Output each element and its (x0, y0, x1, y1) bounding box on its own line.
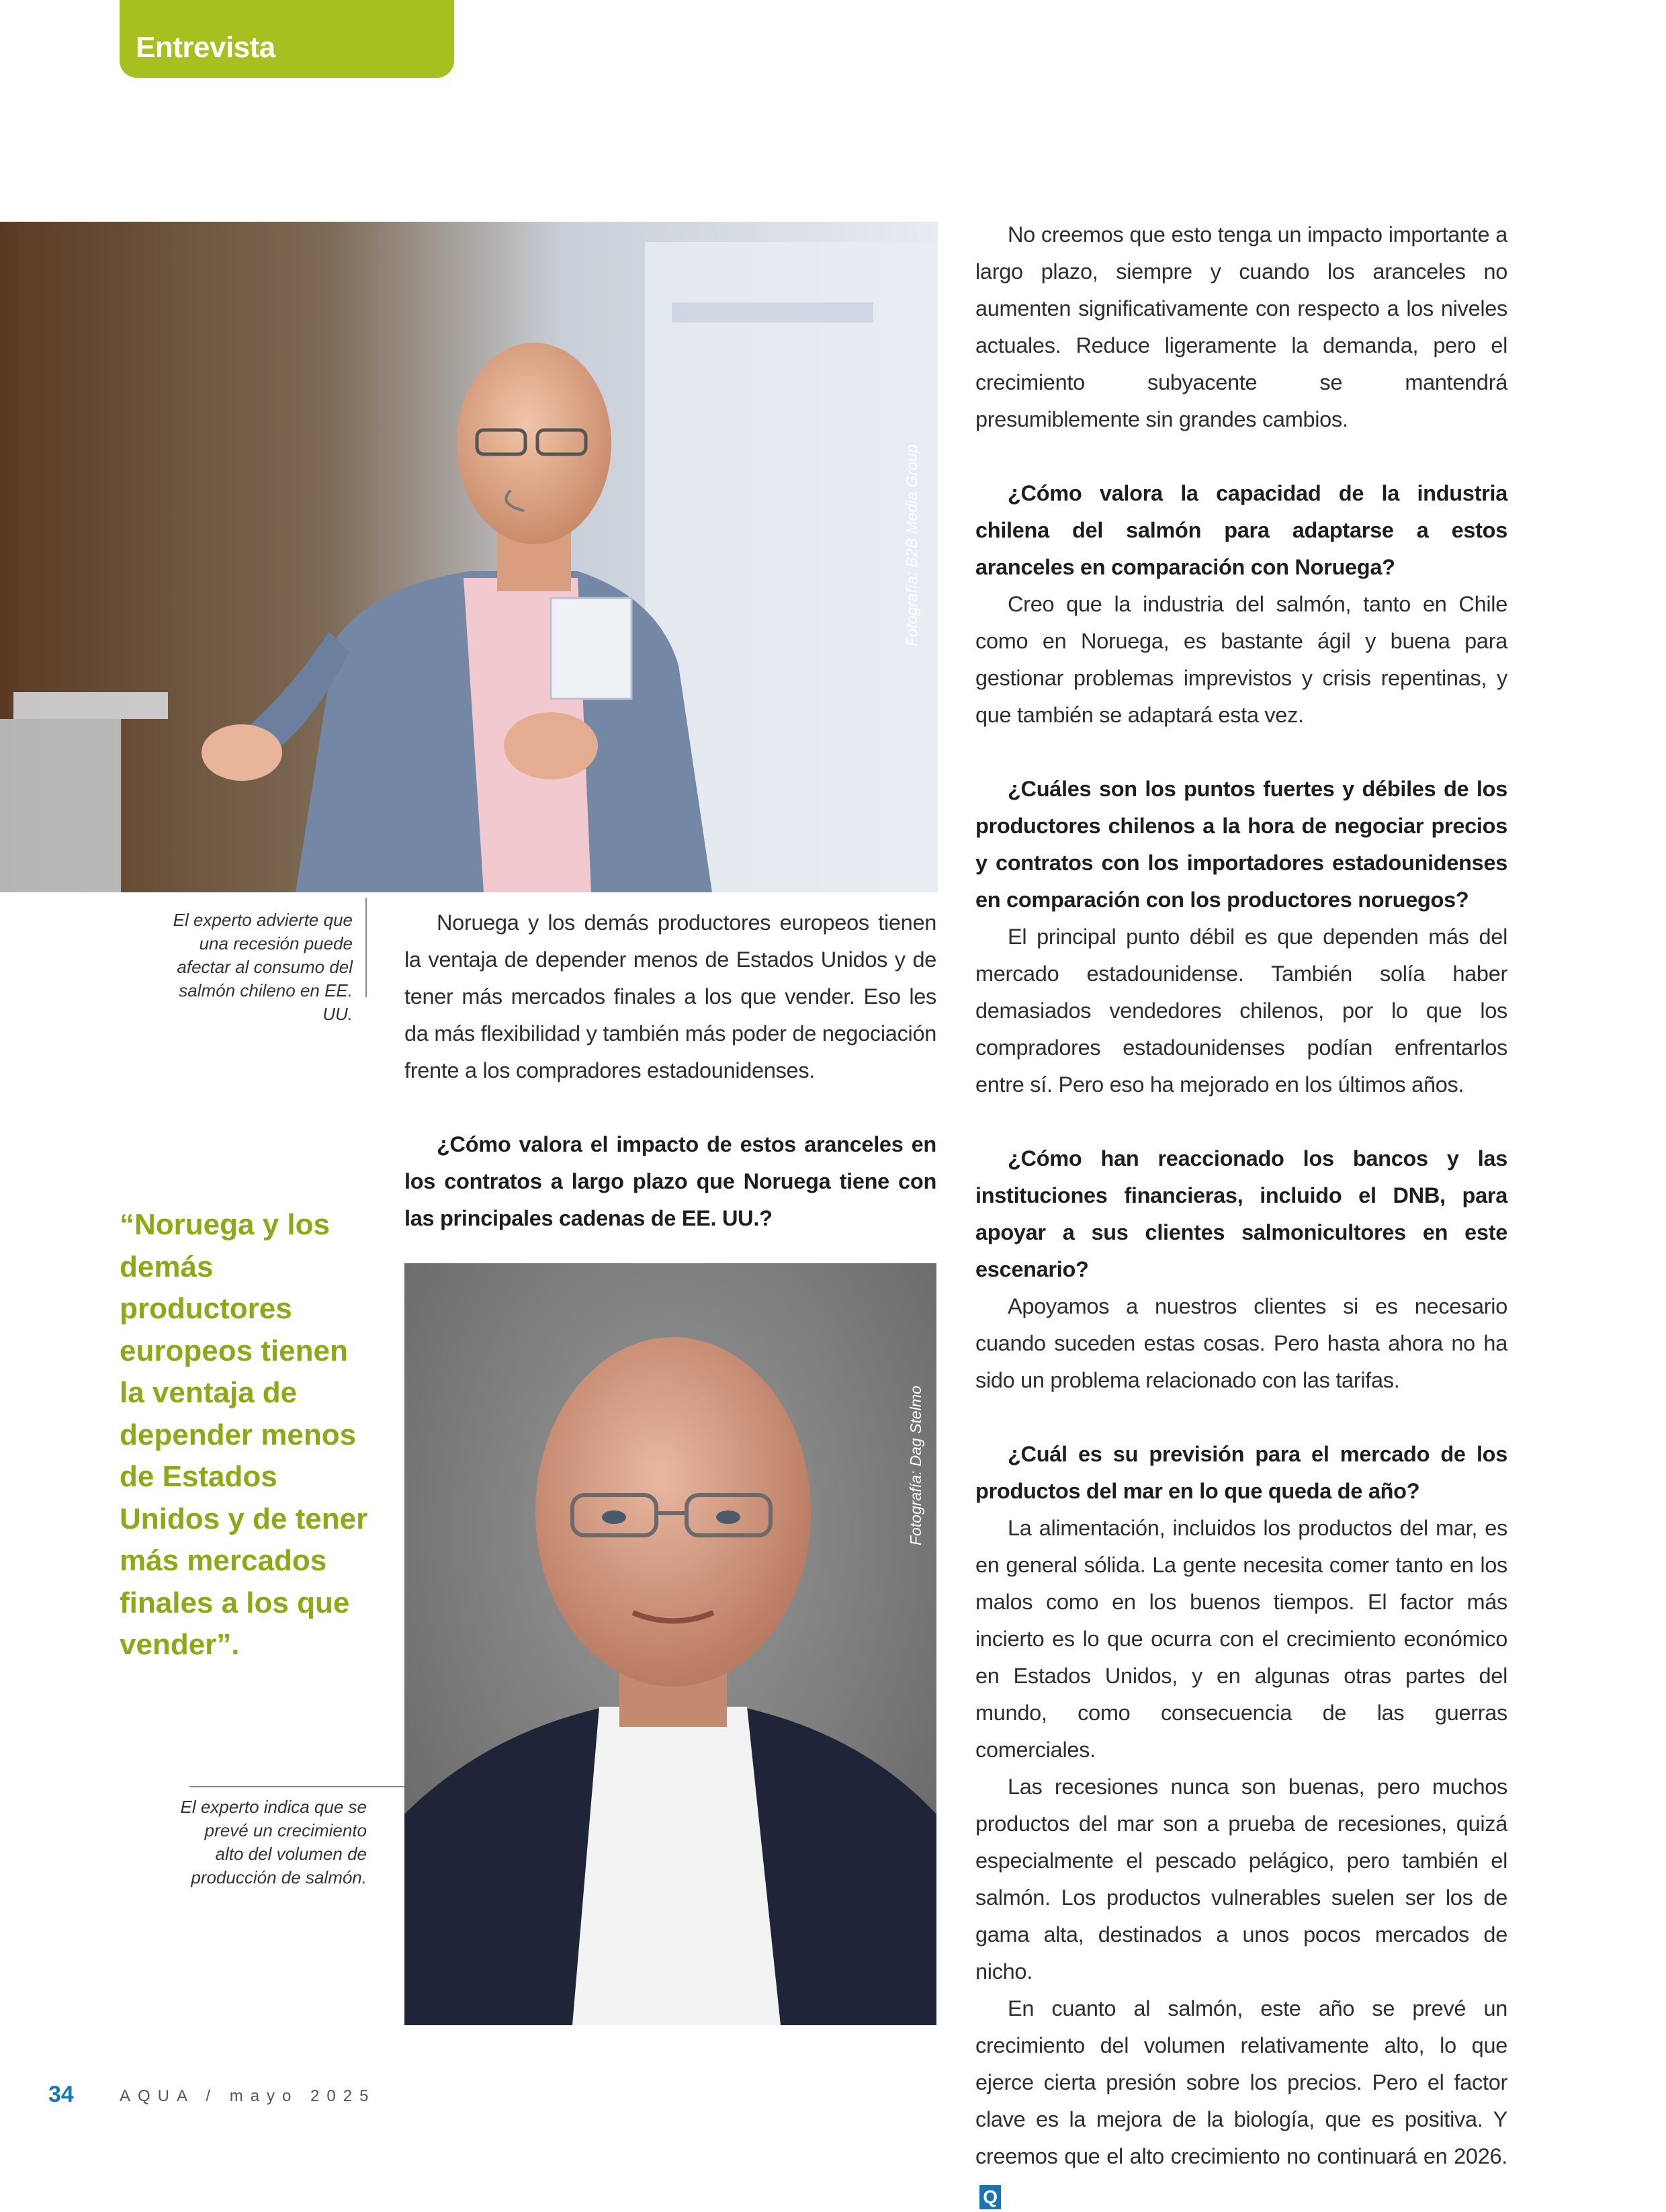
top-photo-credit: Fotografía: B2B Media Group (903, 444, 920, 646)
section-tab (120, 0, 454, 78)
question-3: ¿Cuáles son los puntos fuertes y débiles de los productores chilenos a la hora de negociar precios y contratos con los importadores estadounidenses en comparación con los productores noruegos? (975, 777, 1507, 912)
page-number: 34 (48, 2082, 74, 2107)
answer-5c: En cuanto al salmón, este año se prevé un crecimiento del volumen relativamente alto, lo que ejerce cierta presión sobre los precios. Pero el factor clave es la mejora de la biología, que es positiva. Y creemos que el alto crecimiento no continuará en 2026. (975, 1996, 1507, 2168)
pull-quote: “Noruega y los demás productores europeos tienen la ventaja de depender menos de Estados Unidos y de tener más mercados finales a los que vender”. (120, 1208, 368, 1661)
speaker-photo-illustration (0, 222, 938, 892)
question-4: ¿Cómo han reaccionado los bancos y las instituciones financieras, incluido el DNB, para apoyar a sus clientes salmonicultores en este escenario? (975, 1146, 1507, 1281)
bottom-photo-credit: Fotografía: Dag Stelmo (907, 1386, 924, 1545)
caption-divider-bottom (189, 1786, 404, 1787)
answer-3: El principal punto débil es que dependen más del mercado estadounidense. También solía haber demasiados vendedores chilenos, por lo que los compradores estadounidenses podían enfrentarlos entre sí. Pero eso ha mejorado en los últimos años. (975, 925, 1507, 1097)
right-column (975, 216, 1507, 2212)
question-1: ¿Cómo valora el impacto de estos aranceles en los contratos a largo plazo que Noruega tiene con las principales cadenas de EE. UU.? (404, 1132, 936, 1230)
speaker-photo (0, 222, 938, 892)
magazine-footer: AQUA / mayo 2025 (120, 2087, 376, 2105)
right-paragraph-1: No creemos que esto tenga un impacto importante a largo plazo, siempre y cuando los aranceles no aumenten significativamente con respecto a los niveles actuales. Reduce ligeramente la demanda, pero el crecimiento subyacente se mantendrá presumiblemente sin grandes cambios. (975, 222, 1507, 431)
middle-paragraph-1: Noruega y los demás productores europeos tienen la ventaja de depender menos de Estados Unidos y de tener más mercados finales a los que vender. Eso les da más flexibilidad y también más poder de negociación frente a los compradores estadounidenses. (404, 910, 936, 1082)
question-5: ¿Cuál es su previsión para el mercado de los productos del mar en lo que queda de año? (975, 1442, 1507, 1503)
answer-5b: Las recesiones nunca son buenas, pero muchos productos del mar son a prueba de recesiones, quizá especialmente el pescado pelágico, pero también el salmón. Los productos vulnerables suelen ser los de gama alta, destinados a unos pocos mercados de nicho. (975, 1775, 1507, 1984)
bottom-photo-caption: El experto indica que se prevé un crecimiento alto del volumen de producción de salmón. (180, 1797, 367, 1887)
answer-5a: La alimentación, incluidos los productos del mar, es en general sólida. La gente necesita comer tanto en los malos como en los buenos tiempos. El factor más incierto es lo que ocurra con el crecimiento económico en Estados Unidos, y en algunas otras partes del mundo, como consecuencia de las guerras comerciales. (975, 1516, 1507, 1762)
portrait-photo-illustration (404, 1263, 936, 2025)
section-label: Entrevista (136, 31, 275, 64)
caption-divider (365, 898, 367, 997)
question-2: ¿Cómo valora la capacidad de la industria chilena del salmón para adaptarse a estos aranceles en comparación con Noruega? (975, 481, 1507, 579)
answer-2: Creo que la industria del salmón, tanto en Chile como en Noruega, es bastante ágil y buena para gestionar problemas imprevistos y crisis repentinas, y que también se adaptará esta vez. (975, 592, 1507, 727)
top-photo-caption: El experto advierte que una recesión puede afectar al consumo del salmón chileno en EE. UU. (173, 910, 353, 1024)
answer-5c-wrap (975, 1990, 1507, 2212)
end-mark-icon: Q (979, 2185, 1001, 2209)
answer-4: Apoyamos a nuestros clientes si es necesario cuando suceden estas cosas. Pero hasta ahora no ha sido un problema relacionado con las tarifas. (975, 1294, 1507, 1392)
portrait-photo (404, 1263, 936, 2025)
middle-column (404, 904, 936, 1237)
